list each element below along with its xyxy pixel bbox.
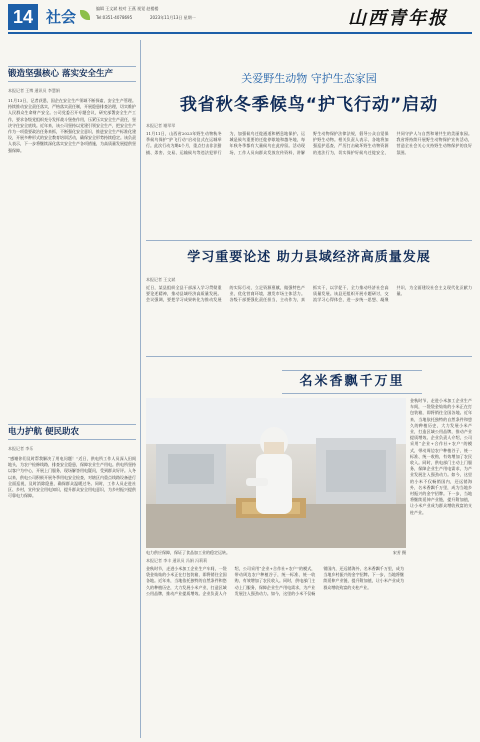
mid-byline: 本报记者 王文斌 [146,277,176,282]
editor-line: 编辑 王文斌 校对 王燕 视觉 赵楼楼 [96,6,159,11]
top-body: 11月11日，山西省2023年野生动物秋冬季候鸟保护“护飞行动”启动仪式在运城举行。此次行动为期4个月，重点打击非法猎捕、杀害、交易、运输候鸟等违法犯罪行为，加强候鸟迁徙通道和栖息地保护。运城是候鸟重要的迁徙停歇地和越冬地，每年秋冬季都有大量候鸟在此停留。活动现场，工作人员向群众发放宣传资料，讲解野生动物保护法律法规，倡导公众自觉保护野生动物。相关负责人表示，各地将加强巡护巡查，严厉打击破坏野生动物资源的违法行为，切实保护好候鸟迁徙安全，共同守护人与自然和谐共生的美丽家园。我省将持续开展野生动物保护宣传活动，营造全社会关心支持野生动物保护的良好氛围。 [146,131,472,155]
story1-body: 11月13日，记者获悉，国企在安全生产领域不断探索，安全生产管理。持续推动安全责任落实，严格落实责任制，开展隐患排查治理，切实维护人民群众生命财产安全。公司党委召开专题会议，研究部署安全生产工作，要求各级党组织充分发挥战斗堡垒作用，压紧压实安全生产责任，坚决守住安全底线。近年来，该公司坚持以党建引领安全生产，把安全生产作为一项重要政治任务来抓，不断强化安全意识，推进安全生产标准化建设，开展多种形式的安全教育培训活动，确保安全形势持续稳定。该负责人表示，下一步将继续深化落实安全生产各项措施，为高质量发展提供坚强保障。 [8,98,136,153]
story1-byline: 本报记者 王博 通讯员 李慧娟 [8,88,60,93]
top-byline: 本报记者 谢翠翠 [146,123,176,128]
bottom-body-side: 金秋时节，走进小米加工企业生产车间，一袋袋金灿灿的小米正在打包装箱，即将销往全国各地。近年来，当地依托独特的自然条件和悠久的种植历史，大力发展小米产业，打造区域公用品牌，推动产业提质增效。企业负责人介绍，公司采用“企业+合作社+农户”的模式，带动周边农户种植谷子，统一标准、统一收购，有效增加了农民收入。同时，供电部门主动上门服务，保障企业生产用电需求，为产业发展注入强劲动力。如今，这里的小米不仅畅销国内，还远销海外，名米香飘千万里，成为当地乡村振兴的金字招牌。下一步，当地将继续延伸产业链，提升附加值，让小米产业成为群众增收致富的支柱产业。 [410,398,472,515]
date: 2023年11月13日 星期一 [150,15,196,20]
photo-scene [146,398,406,548]
page-number: 14 [8,4,38,30]
bottom-headline-box [282,370,422,394]
bottom-headline: 名米香飘千万里 [299,374,405,389]
bottom-byline: 本报记者 李丰 通讯员 冯娟 冯莉莉 [146,558,208,563]
mid-body: 近日，某县组织全县干部深入学习贯彻重要论述精神，推动县域经济高质量发展。会议强调，要把学习成果转化为推动发展的实际行动，立足资源禀赋，做强特色产业，优化营商环境，激发市场主体活力。各级干部要强化责任担当，主动作为，真抓实干，以学促干，全力推动经济社会高质量发展。该县还组织开展专题研讨，交流学习心得体会，进一步统一思想、凝聚共识，为全面建设社会主义现代化贡献力量。 [146,285,472,303]
story2-byline: 本报记者 李乐 [8,446,34,451]
phone: Tel:0351-4078695 [96,15,133,20]
story2-headline: 电力护航 便民助农 [8,424,136,440]
top-article [146,40,472,240]
story1-headline: 锻造坚强核心 落实安全生产 [8,66,136,82]
paper-name-logo: 山西青年报 [348,8,448,29]
photo-credit: 宋芳 摄 [392,550,406,555]
top-headline: 我省秋冬季候鸟“护飞行动”启动 [179,95,439,115]
mid-article [146,244,472,352]
masthead-rule [8,32,472,34]
photo-caption [146,550,406,556]
section-title: 社会 [46,8,77,26]
story2-body: “感谢你们及时帮我解决了用电问题！”近日，供电所工作人员深入田间地头，为农户检修线路，排查安全隐患，保障农业生产用电。供电所坚持以客户为中心，开展上门服务，现场解答用电疑问，受到群众好评。入冬以来，供电公司积极开展冬季用电安全检查，对辖区内重点线路设备进行全面巡视，及时消除隐患，确保群众温暖过冬。同时，工作人员走进社区、乡村，宣传安全用电知识，提升群众安全用电意识，为乡村振兴提供可靠电力保障。 [8,456,136,499]
bottom-body-main: 金秋时节，走进小米加工企业生产车间，一袋袋金灿灿的小米正在打包装箱，即将销往全国各地。近年来，当地依托独特的自然条件和悠久的种植历史，大力发展小米产业，打造区域公用品牌，推动产业提质增效。企业负责人介绍，公司采用“企业+合作社+农户”的模式，带动周边农户种植谷子，统一标准、统一收购，有效增加了农民收入。同时，供电部门主动上门服务，保障企业生产用电需求，为产业发展注入强劲动力。如今，这里的小米不仅畅销国内，还远销海外，名米香飘千万里，成为当地乡村振兴的金字招牌。下一步，当地将继续延伸产业链，提升附加值，让小米产业成为群众增收致富的支柱产业。 [146,566,404,596]
masthead [0,0,480,36]
photo-caption-text: 电力供应保障，保证了食品加工业的稳定运转。 [146,550,230,555]
mid-rule-top [146,240,472,241]
left-column [8,38,136,738]
factory-photo [146,398,406,548]
column-divider [140,40,141,738]
leaf-icon [80,10,90,20]
top-kicker: 关爱野生动物 守护生态家园 [241,72,377,85]
bottom-rule-top [146,356,472,357]
mid-headline: 学习重要论述 助力县域经济高质量发展 [187,250,431,265]
